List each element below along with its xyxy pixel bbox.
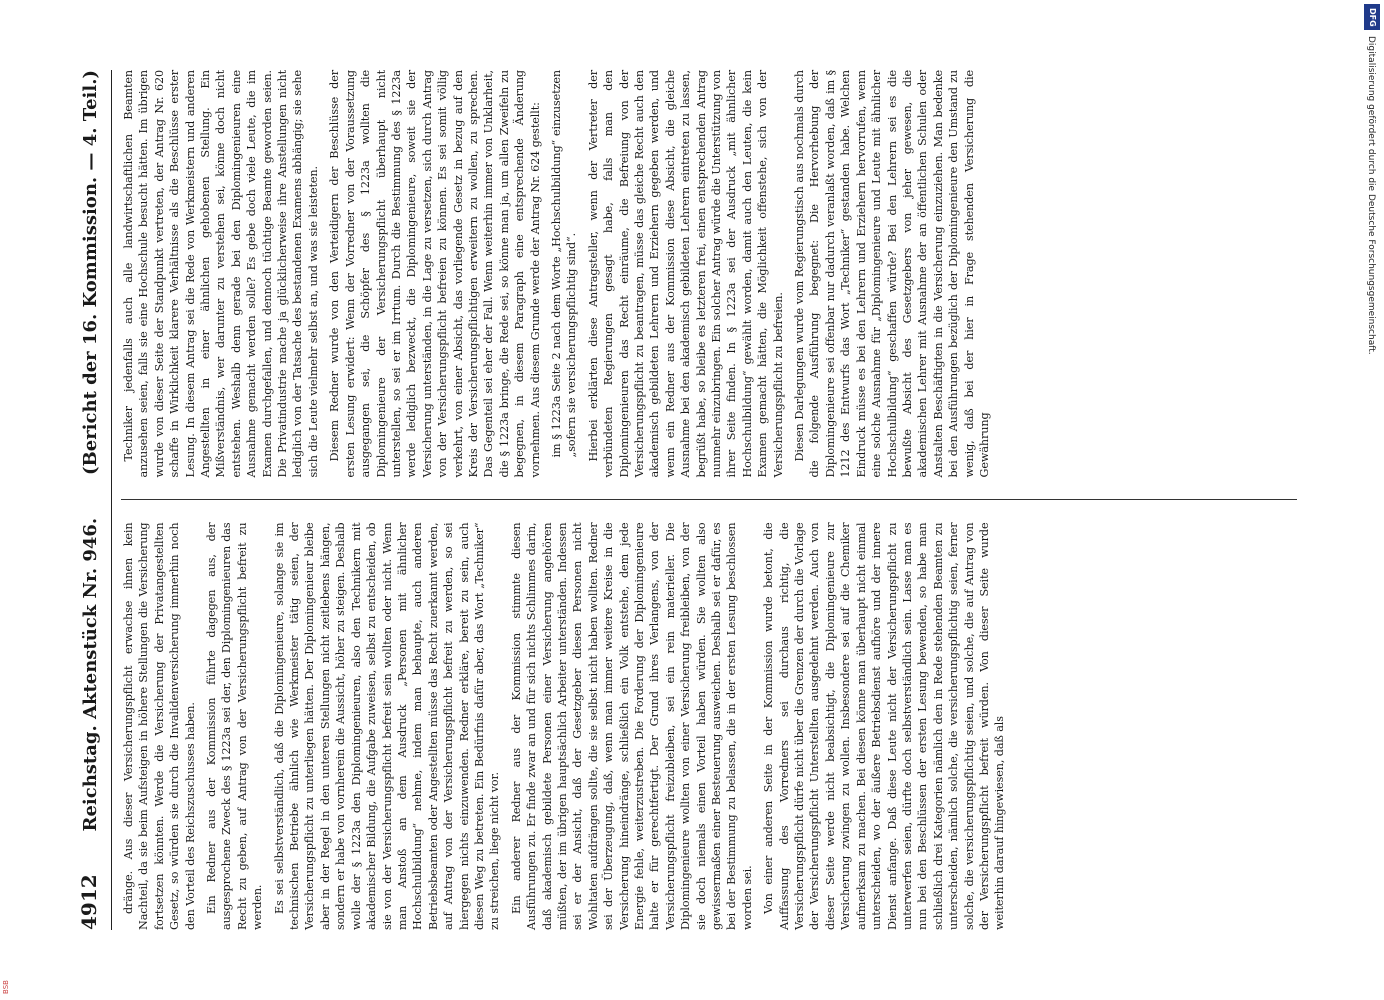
dfg-logo-icon: DFG — [1364, 4, 1380, 30]
page-header — [77, 70, 112, 930]
paragraph: Diesen Darlegungen wurde vom Regierungstisch aus nochmals durch die folgende Ausführung begegnet: Die Hervorhebung der Diplomingenieure sei offenbar nur dadurch veranlaßt worden, daß im § 1212 des Entwurfs das Wort „Techniker“ gestanden habe. Welchen Eindruck müsse es bei den Lehrern und Erziehern hervorrufen, wenn eine solche Ausnahme für „Diplomingenieure und Leute mit ähnlicher Hochschulbildung“ geschaffen würde? Bei den Lehrern sei es die bewußte Absicht des Gesetzgebers von jeher gewesen, die akademischen Lehrer mit Ausnahme der an öffentlichen Schulen oder Anstalten Beschäftigten in die Versicherung einzuziehen. Man bedenke bei den Ausführungen bezüglich der Diplomingenieure den Umstand zu wenig, daß bei der hier in Frage stehenden Versicherung die Gewährung — [793, 70, 991, 478]
paragraph: Diesem Redner wurde von den Verteidigern der Beschlüsse der ersten Lesung erwidert: Wenn der Vorredner von der Voraussetzung ausgegangen sei, die Schöpfer des § 1223a wollten die Diplomingenieure der Versicherungspflicht überhaupt nicht unterstellen, so sei er im Irrtum. Durch die Bestimmung des § 1223a werde lediglich bezweckt, die Diplomingenieure, soweit sie der Versicherung unterständen, in die Lage zu versetzen, sich durch Antrag von der Versicherungspflicht befreien zu können. Es sei somit völlig verkehrt, von einer Absicht, das vorliegende Gesetz in bezug auf den Kreis der Versicherungspflichtigen erweitern zu wollen, zu sprechen. Das Gegenteil sei eher der Fall. Wenn weiterhin immer von Unklarheit, die § 1223a bringe, die Rede sei, so könne man ja, um allen Zweifeln zu begegnen, in diesem Paragraph eine entsprechende Änderung vornehmen. Aus diesem Grunde werde der Antrag Nr. 624 gestellt: — [328, 70, 542, 478]
right-column — [121, 70, 1297, 478]
text-columns — [121, 70, 1297, 930]
paragraph: im § 1223a Seite 2 nach dem Worte „Hochschulbildung“ einzusetzen „sofern sie versicherungspflichtig sind“. — [549, 70, 579, 458]
paragraph: dränge. Aus dieser Versicherungspflicht erwachse ihnen kein Nachteil, da sie beim Aufsteigen in höhere Stellungen die Versicherung fortsetzen könnten. Werde die Versicherung der Privatangestellten Gesetz, so würden sie durch die Invalidenversicherung immerhin noch den Vorteil des Reichszuschusses haben. — [122, 522, 197, 930]
paragraph: Ein Redner aus der Kommission führte dagegen aus, der ausgesprochene Zweck des § 1223a sei der, den Diplomingenieuren das Recht zu geben, auf Antrag von der Versicherungspflicht befreit zu werden. — [205, 522, 265, 930]
document-page — [67, 40, 1317, 960]
paragraph: Es sei selbstverständlich, daß die Diplomingenieure, solange sie im technischen Betriebe ähnlich wie Werkmeister tätig seien, der Versicherungspflicht zu unterliegen hätten. Der Diplomingenieur bleibe aber in der Regel in den unteren Stellungen nicht zeitlebens hängen, sondern er habe von vornherein die Aussicht, höher zu steigen. Deshalb wolle der § 1223a den Diplomingenieuren, also den Technikern mit akademischer Bildung, die Aufgabe zuweisen, selbst zu entscheiden, ob sie von der Versicherungspflicht befreit sein wollten oder nicht. Wenn man Anstoß an dem Ausdruck „Personen mit ähnlicher Hochschulbildung“ nehme, indem man behaupte, auch anderen Betriebsbeamten oder Angestellten müsse das Recht zuerkannt werden, auf Antrag von der Versicherungspflicht befreit zu werden, so sei hiergegen nichts einzuwenden. Redner erkläre, bereit zu sein, auch diesen Weg zu betreten. Ein Bedürfnis dafür aber, das Wort „Techniker“ zu streichen, liege nicht vor. — [272, 522, 502, 930]
library-mark: BSB — [2, 980, 10, 994]
column-divider — [121, 500, 1297, 501]
paragraph: Von einer anderen Seite in der Kommission wurde betont, die Auffassung des Vorredners sei durchaus richtig, die Versicherungspflicht dürfe nicht über die Grenzen der durch die Vorlage der Versicherungspflicht Unterstellten ausgedehnt werden. Auch von dieser Seite werde nicht beabsichtigt, die Diplomingenieure zur Versicherung zwingen zu wollen. Insbesondere sei auf die Chemiker aufmerksam zu machen. Bei diesen könne man überhaupt nicht einmal unterscheiden, wo der äußere Betriebsdienst aufhöre und der innere Dienst anfange. Daß diese Leute nicht der Versicherungspflicht zu unterwerfen seien, dürfte doch selbstverständlich sein. Lasse man es nun bei den Beschlüssen der ersten Lesung bewenden, so habe man schließlich drei Kategorien nämlich den in Rede stehenden Beamten zu unterscheiden, nämlich solche, die versicherungspflichtig seien, ferner solche, die versicherungspflichtig seien, und solche, die auf Antrag von der Versicherungspflicht befreit würden. Von dieser Seite wurde weiterhin darauf hingewiesen, daß als — [762, 522, 1007, 930]
header-subtitle: (Bericht der 16. Kommission. — 4. Teil.) — [80, 70, 101, 475]
header-title: Reichstag. Aktenstück Nr. 946. — [80, 517, 101, 832]
paragraph: Hierbei erklärten diese Antragsteller, wenn der Vertreter der verbündeten Regierungen gesagt habe, falls man den Diplomingenieuren das Recht einräume, die Befreiung von der Versicherungspflicht zu beantragen, müsse das gleiche Recht auch den akademisch gebildeten Lehrern und Erziehern gegeben werden, und wenn ein Redner aus der Kommission diese Absicht, die gleiche Ausnahme bei den akademisch gebildeten Lehrern eintreten zu lassen, begrüßt habe, so bleibe es letzteren frei, einen entsprechenden Antrag nunmehr einzubringen. Ein solcher Antrag würde die Unterstützung von ihrer Seite finden. In § 1223a sei der Ausdruck „mit ähnlicher Hochschulbildung“ gewählt worden, damit auch den Leuten, die kein Examen gemacht hätten, die Möglichkeit offenstehe, sich von der Versicherungspflicht zu befreien. — [586, 70, 785, 478]
left-column — [121, 523, 1297, 931]
paragraph: Techniker jedenfalls auch alle landwirtschaftlichen Beamten anzusehen seien, falls sie eine Hochschule besucht hätten. Im übrigen wurde von dieser Seite der Standpunkt vertreten, der Antrag Nr. 620 schaffe in Wirklichkeit klarere Verhältnisse als die Beschlüsse erster Lesung. In diesem Antrag sei die Rede von Werkmeistern und anderen Angestellten in einer ähnlichen gehobenen Stellung. Ein Mißverständnis, wer darunter zu verstehen sei, könne doch nicht entstehen. Weshalb denn gerade bei den Diplomingenieuren eine Ausnahme gemacht werden solle? Es gebe doch viele Leute, die im Examen durchgefallen, und dennoch tüchtige Beamte geworden seien. Die Privatindustrie mache ja glücklicherweise ihre Anstellungen nicht lediglich von der Tatsache des bestandenen Examens abhängig; sie sehe sich die Leute vielmehr selbst an, und was sie leisteten. — [122, 70, 320, 478]
page-number: 4912 — [77, 874, 101, 930]
digitization-credit: Digitalisierung gefördert durch die Deutsche Forschungsgemeinschaft. — [1366, 36, 1376, 355]
paragraph: Ein anderer Redner aus der Kommission stimmte diesen Ausführungen zu. Er finde zwar an und für sich nichts Schlimmes darin, daß akademisch gebildete Personen einer Versicherung angehören müßten, der im übrigen hauptsächlich Arbeiter unterständen. Indessen sei er der Ansicht, daß der Gesetzgeber diesen Personen nicht Wohltaten aufdrängen sollte, die sie selbst nicht haben wollten. Redner sei der Überzeugung, daß, wenn man immer weitere Kreise in die Versicherung hineindränge, schließlich ein Volk entstehe, dem jede Energie fehle, weiterzustreben. Die Forderung der Diplomingenieure halte er für gerechtfertigt. Der Grund ihres Verlangens, von der Versicherungspflicht freizubleiben, sei ein rein materieller. Die Diplomingenieure wollten von einer Versicherung freibleiben, von der sie doch niemals einen Vorteil haben würden. Sie wollten also gewissermaßen einer Besteuerung ausweichen. Deshalb sei er dafür, es bei der Bestimmung zu belassen, die in der ersten Lesung beschlossen worden sei. — [509, 522, 754, 930]
